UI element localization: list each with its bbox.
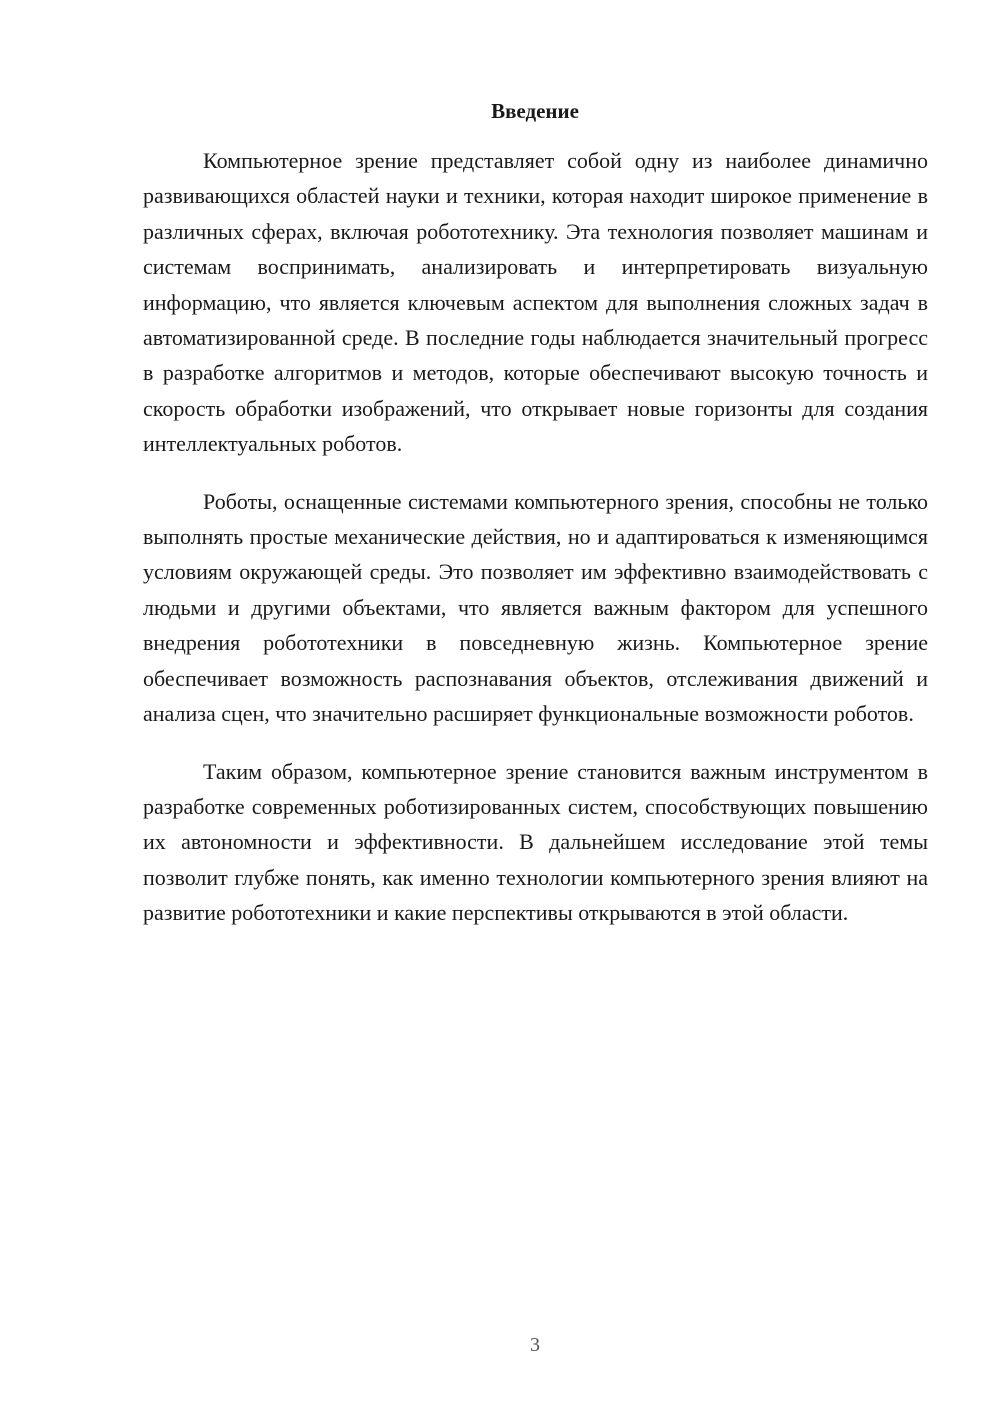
section-title: Введение [491, 99, 579, 123]
page-number: 3 [530, 1334, 540, 1356]
document-body [143, 143, 928, 953]
paragraph-2: Роботы, оснащенные системами компьютерного зрения, способны не только выполнять простые механические действия, но и адаптироваться к изменяющимся условиям окружающей среды. Это позволяет им эффективно взаимодействовать с людьми и другими объектами, что является важным фактором для успешного внедрения робототехники в повседневную жизнь. Компьютерное зрение обеспечивает возможность распознавания объектов, отслеживания движений и анализа сцен, что значительно расширяет функциональные возможности роботов. [143, 488, 928, 727]
paragraph-3: Таким образом, компьютерное зрение становится важным инструментом в разработке современных роботизированных систем, способствующих повышению их автономности и эффективности. В дальнейшем исследование этой темы позволит глубже понять, как именно технологии компьютерного зрения влияют на развитие робототехники и какие перспективы открываются в этой области. [143, 758, 928, 926]
paragraph-1: Компьютерное зрение представляет собой одну из наиболее динамично развивающихся областей науки и техники, которая находит широкое применение в различных сферах, включая робототехнику. Эта технология позволяет машинам и системам воспринимать, анализировать и интерпретировать визуальную информацию, что является ключевым аспектом для выполнения сложных задач в автоматизированной среде. В последние годы наблюдается значительный прогресс в разработке алгоритмов и методов, которые обеспечивают высокую точность и скорость обработки изображений, что открывает новые горизонты для создания интеллектуальных роботов. [143, 148, 928, 457]
